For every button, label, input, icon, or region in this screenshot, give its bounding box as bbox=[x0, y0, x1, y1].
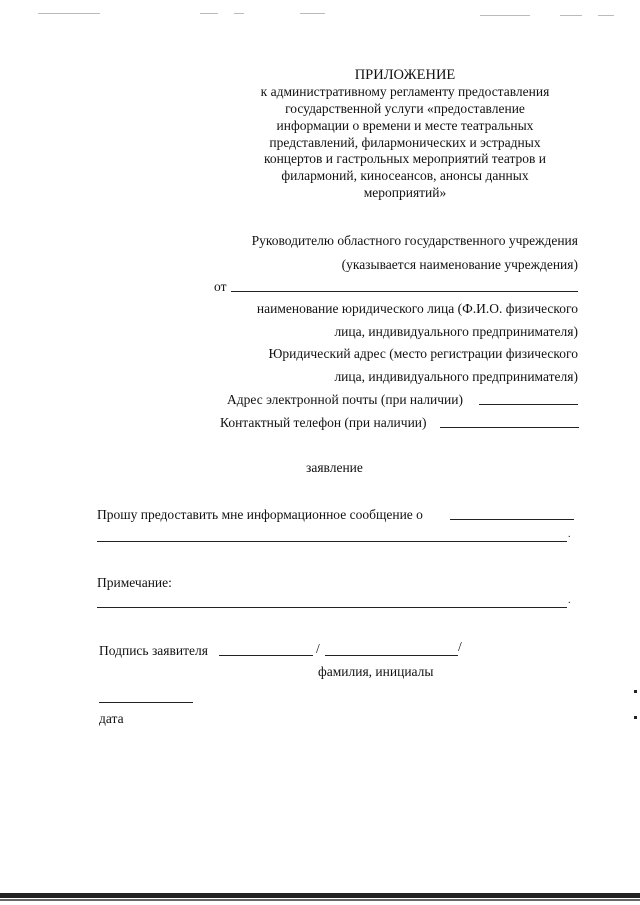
legal-address-caption-2: лица, индивидуального предпринимателя) bbox=[334, 369, 578, 384]
addressee-line-2: (указывается наименование учреждения) bbox=[341, 257, 578, 272]
appendix-line: мероприятий» bbox=[363, 185, 447, 200]
appendix-line: представлений, филармонических и эстрадных bbox=[269, 135, 541, 150]
scan-edge bbox=[0, 899, 640, 901]
request-continuation-field[interactable] bbox=[97, 541, 567, 542]
slash: / bbox=[458, 639, 462, 654]
from-field[interactable] bbox=[231, 291, 578, 292]
note-field[interactable] bbox=[97, 607, 567, 608]
slash: / bbox=[316, 641, 320, 656]
appendix-line: государственной услуги «предоставление bbox=[285, 101, 525, 116]
legal-address-caption-1: Юридический адрес (место регистрации физического bbox=[268, 346, 578, 361]
statement-heading: заявление bbox=[306, 460, 363, 475]
appendix-line: филармоний, киносеансов, анонсы данных bbox=[281, 168, 529, 183]
phone-label: Контактный телефон (при наличии) bbox=[220, 415, 427, 430]
request-text: Прошу предоставить мне информационное сообщение о bbox=[97, 507, 423, 522]
note-label: Примечание: bbox=[97, 575, 172, 590]
applicant-name-caption-1: наименование юридического лица (Ф.И.О. физического bbox=[256, 301, 578, 316]
request-subject-field[interactable] bbox=[450, 519, 574, 520]
date-field[interactable] bbox=[99, 702, 193, 703]
period-mark: . bbox=[568, 529, 571, 540]
phone-field[interactable] bbox=[440, 427, 579, 428]
name-field[interactable] bbox=[325, 655, 458, 656]
applicant-name-caption-2: лица, индивидуального предпринимателя) bbox=[334, 324, 578, 339]
signature-field[interactable] bbox=[219, 655, 313, 656]
scan-edge bbox=[0, 893, 640, 898]
period-mark: . bbox=[568, 595, 571, 606]
appendix-line: к административному регламенту предоставления bbox=[260, 84, 550, 99]
appendix-title: ПРИЛОЖЕНИЕ bbox=[354, 67, 456, 83]
signature-label: Подпись заявителя bbox=[99, 643, 208, 658]
email-label: Адрес электронной почты (при наличии) bbox=[227, 392, 463, 407]
date-label: дата bbox=[99, 711, 124, 726]
name-caption: фамилия, инициалы bbox=[318, 664, 434, 679]
appendix-line: информации о времени и месте театральных bbox=[276, 118, 534, 133]
email-field[interactable] bbox=[479, 404, 578, 405]
appendix-line: концертов и гастрольных мероприятий театров и bbox=[263, 151, 547, 166]
addressee-line-1: Руководителю областного государственного учреждения bbox=[251, 233, 578, 248]
from-label: от bbox=[214, 279, 227, 294]
